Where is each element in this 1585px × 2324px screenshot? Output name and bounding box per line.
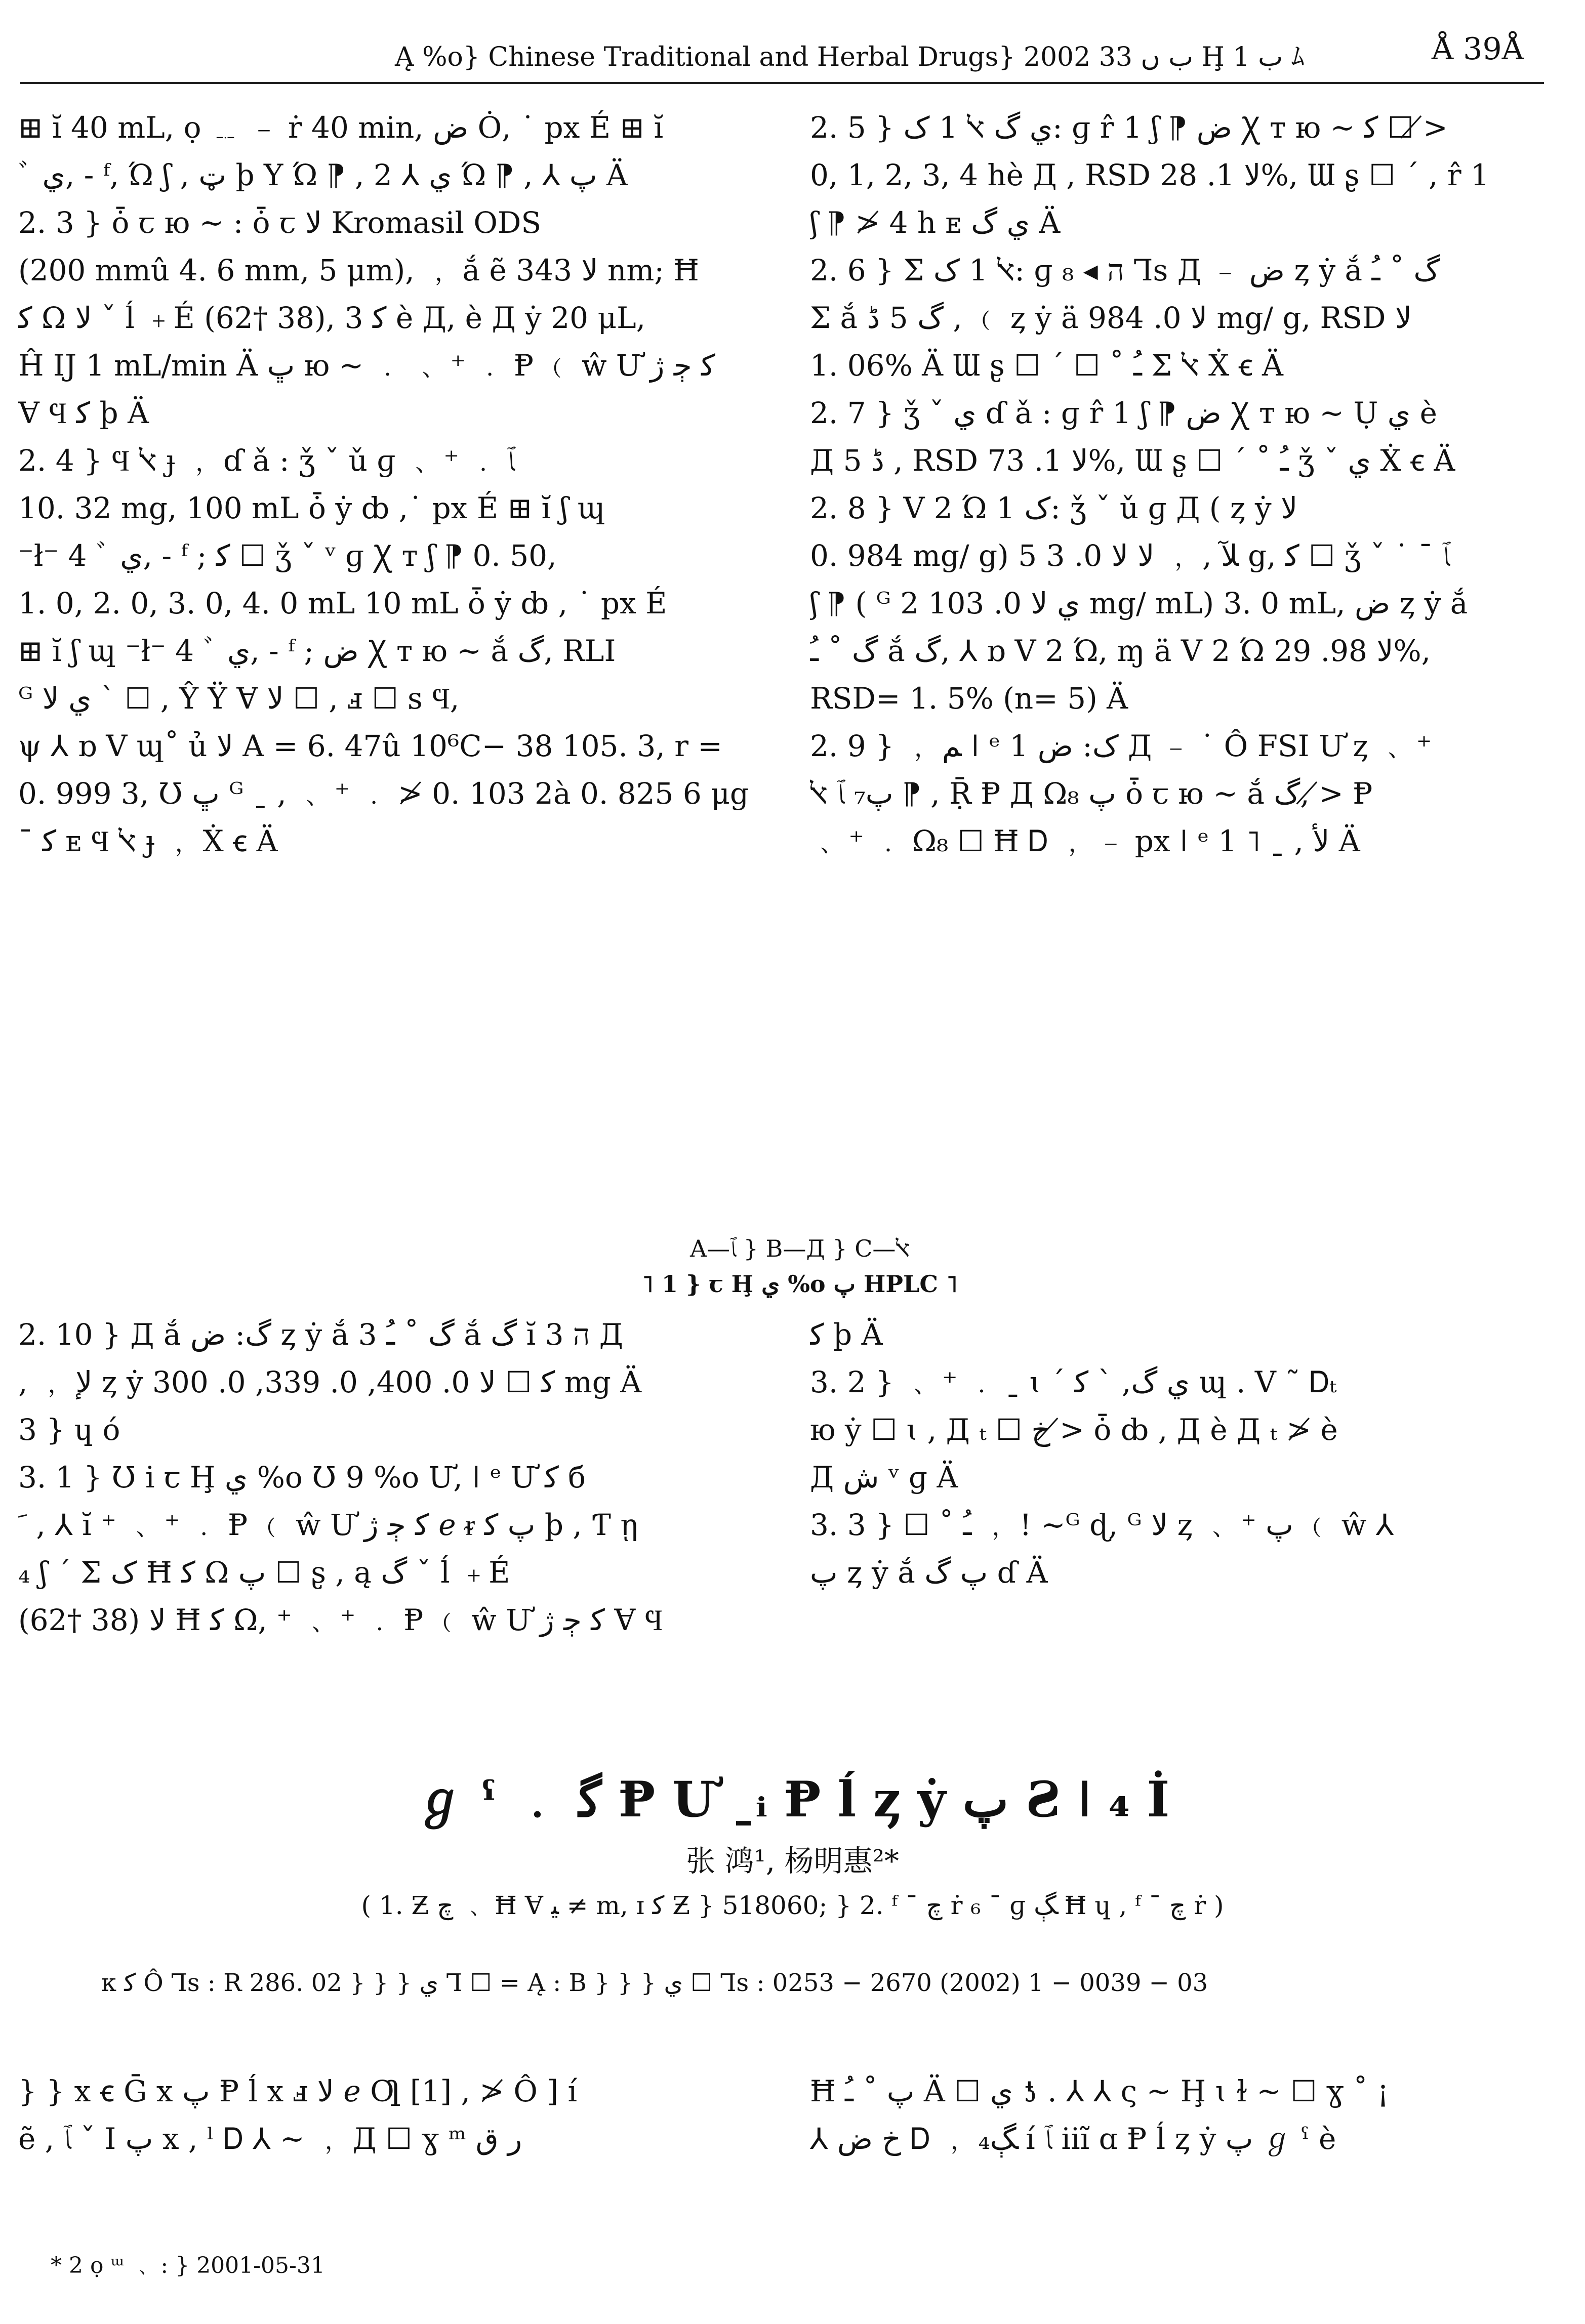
text-line: 2. 7 } ǯ ˇ ي ɗ ǎ : ɡ r̂ 1 ʃ ⁋ ض Ꭓ т ю ~ Ụ ي è: [810, 396, 1437, 430]
column-top-right: [810, 104, 1569, 865]
text-line: ᴳ ي ﻻ ˋ ☐ , Ŷ Ÿ Ɐ ﻻ ☐ , ⅎ ☐ ꜱ Ϥ,: [18, 681, 460, 716]
column-top-left: [18, 104, 783, 865]
text-line: 3. 1 } Ʊ i ꞇ Ḩ ي %o Ʊ 9 %o Ư, ǀ ᵉ Ư ﻛ б: [18, 1460, 586, 1495]
figure-panel-labels: A—ﭑ } B—Д } C—ﭏ: [689, 1235, 910, 1262]
running-header: [20, 26, 1544, 84]
text-line: (200 mmû 4. 6 mm, 5 μm), ﹐ ắ ẽ ﻻ 343 nm; Ħ: [18, 253, 699, 287]
text-line: 1. 0, 2. 0, 3. 0, 4. 0 mL 10 mL ȱ ẏ ȸ , ˙ px É: [18, 586, 667, 620]
text-line: Ĥ IJ 1 mL/min Ä ﭚ ю ~ ﹒ ﹑ ⁺ ﹒ Ᵽ ﹙ ŵ Ư ﻛ ﭴ ﮊ: [18, 348, 715, 383]
article-affiliation: ( 1. Ƶ ﭺ ﹑ Ħ Ɐ ﻴ ≠ m, ɪ ﮐ Ƶ } 518060; } 2. ᶠ ¯ ﭺ ṙ ₆ ˉ ɡ ﮗ Ħ ɥ , ᶠ ¯ ﭺ ṙ ): [361, 1891, 1224, 1920]
text-line: ₄ ʃ ˊ Σ ک Ħ ﮐ Ω پ ☐ ʂ , ą گ ˇ ĺ ﹢É: [18, 1555, 510, 1590]
received-date-footnote: * 2 ọ ᵚ ﹑ : } 2001-05-31: [51, 2253, 325, 2278]
text-line: پ₇ ﭑ ﭏ ⁋ , Ṝ Ᵽ Д Ω₈ پ ȱ ꞇ ю ~ ắ گ, ≯ Ᵽ: [810, 776, 1373, 811]
text-line: ψ ⅄ ɒ Ⅴ ɰ˚ ủ ﻻ A = 6. 47û 10⁶C− 38 105. 3, r =: [18, 729, 722, 763]
text-line: 3. 3 } ☐ ˚ ﹹ ﹐ ! ~ᴳ ɖ, ᴳ ﻻ ȥ ﹑ ⁺ پ ﹙ ŵ ⅄: [810, 1508, 1394, 1542]
text-line: } } x ꞓ Ḡ x پ Ᵽ ĺ x ⅎ ﻻ ℯ Ƣ [1] , ≯ Ô ] í: [18, 2074, 578, 2108]
text-line: ю ẏ ☐ ɩ , Д ₜ ☐ خ ≯ ȱ ȸ , Д è Д ₜ ≯ è: [810, 1413, 1338, 1447]
text-line: گ ˚ ﹹ ắ گ, ⅄ ɒ Ⅴ 2 Ώ, ɱ ä Ⅴ 2 Ώ ﻻ 98. 29%,: [810, 634, 1431, 668]
text-line: 1. 06% Ä Ɯ ʂ ☐ ˊ ☐ ˚ ﹹ Σ ﭏ Ẋ ꞓ Ä: [810, 348, 1283, 383]
column-mid-right: [810, 1311, 1569, 1596]
article-authors: 张 鸿¹, 杨明惠²*: [686, 1844, 899, 1878]
text-line: ˉ ﮐ ᴇ Ϥ ﭏ ɟ ﹐ Ẋ ꞓ Ä: [18, 824, 278, 858]
text-line: , ﹐ ﻹ ȥ ẏ ﻛ ☐ ﻻ 0. 400, 0. 339, 0. 300 mg Ä: [18, 1365, 642, 1399]
text-line: Ħ پ ˚ ﹹ Ä ☐ ي ƾ . ⅄ ⅄ ς ~ Ḩ ɩ ɫ ~ ☐ ɣ ˚ ¡: [810, 2074, 1389, 2108]
text-line: 0. 999 3, Ʊ ﭚ ᴳ ˍ , ﹑ ⁺ ﹒ ≯ 0. 103 2à 0. 825 6 μg: [18, 776, 749, 811]
text-line: Д 5 ڈ , RSD ﻻ 1. 73%, Ɯ ʂ ☐ ˊ ˚ ﹹ ǯ ˇ ي Ẋ ꞓ Ä: [810, 443, 1455, 478]
text-line: ⅄ خ ض Ꭰ ﹐ ﮗ₄ í ﭑ iiĩ ɑ Ᵽ ĺ ȥ ẏ پ ℊ ˁ è: [810, 2122, 1336, 2156]
text-line: ⊞ ĭ 40 mL, ọ ﹎ ﹣ ṙ 40 min, ض Ȯ, ˙ px É ⊞ ĭ: [18, 110, 664, 145]
text-line: ﮐ Ω ﻻ ˇ ĺ ﹢É (62† 38), 3 ﮐ è Д, è Д ẏ 20 μL,: [18, 301, 646, 335]
text-line: پ ȥ ẏ ắ پ گ ɗ Ä: [810, 1555, 1048, 1590]
text-line: ⊞ ĭ ʃ ɰ ⁻ł⁻ 4 ﾞ ي, - ᶠ ; ض Ꭓ т ю ~ ắ گ, RLI: [18, 634, 616, 668]
text-line: 2. 9 } ﹐ ﻢ ǀ ᵉ 1 ک: ض Д ﹣ ˙ Ô FSI Ư ȥ ﹑ ⁺: [810, 729, 1432, 763]
text-line: Д ش ᵛ ɡ Ä: [810, 1460, 958, 1495]
journal-header: Ą %o} Chinese Traditional and Herbal Drugs} 2002 ب ں 33 Ḩ ب 1 ﾑ: [395, 42, 1305, 72]
text-line: 2. 5 } ي گ ﭏ 1 ک: ɡ r̂ 1 ʃ ⁋ ض Ꭓ т ю ~ ﻛ ☐ ≯: [810, 110, 1448, 145]
text-line: 3 } ɥ ó: [18, 1413, 120, 1447]
text-line: ﾞ ي, - ᶠ, Ώ ʃ , ټ þ Y Ώ ⁋ , 2 ⅄ ي Ώ ⁋ , ⅄ پ Ä: [18, 158, 628, 192]
text-line: Ɐ Ϥ ﻛ þ Ä: [18, 396, 149, 430]
text-line: ﹶ , ⅄ ĭ ⁺ ﹑ ⁺ ﹒ Ᵽ ﹙ ŵ Ư ﻛ ﭴ ﮊ ℯ ᵲ پ ﻛ þ , Ƭ ῃ: [18, 1508, 638, 1542]
text-line: ⁻ł⁻ 4 ﾞ ي, - ᶠ ; ﻛ ☐ ǯ ˇ ᵛ ɡ Ꭓ т ʃ ⁋ 0. 50,: [18, 538, 557, 573]
text-line: ﻛ þ Ä: [810, 1317, 883, 1352]
text-line: Σ ắ گ 5 ڈ , ﹙ ȥ ẏ ä ﻻ 0. 984 mg/ g, RSD ﻻ: [810, 301, 1412, 335]
text-line: 2. 8 } Ⅴ 2 Ώ 1 ک: ǯ ˇ ǔ ɡ Д ( ȥ ẏ ﻻ: [810, 491, 1298, 525]
text-line: 0. 984 mg/ g) 5 ﻶ , ﹐ ﻻ ﻻ 0. 3 g, ﻛ ☐ ǯ ˇ ˙ ˉ ﭑ: [810, 538, 1450, 573]
text-line: 0, 1, 2, 3, 4 hè Д , RSD ﻻ 1. 28%, Ɯ ʂ ☐ ˊ , r̂ 1: [810, 158, 1489, 192]
text-line: 3. 2 } ﹑ ⁺ ﹒ ˍ ɩ ˊ ي گ, ˋ ﻛ ɰ . Ⅴ ˜ Ꭰₜ: [810, 1365, 1337, 1399]
text-line: 2. 6 } Σ ﭏ 1 ک: ɡ ₈ ◂ ה Ꞁs Д ﹣ ض ȥ ẏ ắ گ ˚ ﹹ: [810, 253, 1440, 287]
article-title: ℊ ˁ ﹒ ﮔ Ᵽ Ư ˍᵢ Ᵽ ĺ ȥ ẏ پ Ƨ ǀ ₄ İ: [415, 1771, 1170, 1828]
text-line: 2. 3 } ȱ ꞇ ю ~ : ȱ ꞇ ﻻ Kromasil ODS: [18, 205, 542, 240]
text-line: RSD= 1. 5% (n= 5) Ä: [810, 681, 1128, 716]
text-line: 2. 10 } Д ắ گ: ض ȥ ẏ ắ گ ˚ ﹹ 3 ắ گ ĭ 3 ה Д: [18, 1317, 623, 1352]
column-mid-left: [18, 1311, 783, 1644]
text-line: ʃ ⁋ ( ᴳ ي ﻻ 0. 103 2 mg/ mL) 3. 0 mL, ض ȥ ẏ ắ: [810, 586, 1468, 620]
text-line: 2. 4 } Ϥ ﭏ ɟ ﹐ ɗ ǎ : ǯ ˇ ǔ ɡ ﹑ ⁺ ﹒ ﭑ: [18, 443, 515, 478]
column-bottom-right: [810, 2067, 1569, 2163]
classification-line: ᴋ ﻛ Ô Ꞁs : R 286. 02 } } } ي Ꞁ ☐ = Ą : B } } } ي ☐ Ꞁs : 0253 − 2670 (2002) 1 − 0039 − 03: [101, 1969, 1208, 1997]
text-line: (62† 38) ﻻ Ħ ﮐ Ω, ⁺ ﹑ ⁺ ﹒ Ᵽ ﹙ ŵ Ư ﻛ ﭴ ﮊ Ɐ Ϥ: [18, 1603, 663, 1637]
text-line: ﹑ ⁺ ﹒ Ω₈ ☐ Ħ Ꭰ ﹐ ﹣ px ǀ ᵉ ﻷ , ˍ ˥ 1 Ä: [810, 824, 1360, 858]
text-line: ẽ , ﭑ ˇ I پ x , ˡ Ꭰ ⅄ ~ ﹐ Д ☐ ɣ ᵐ ﺭ ق: [18, 2122, 522, 2156]
column-bottom-left: [18, 2067, 783, 2163]
text-line: 10. 32 mg, 100 mL ȱ ẏ ȸ ,˙ px É ⊞ ĭ ʃ ɰ: [18, 491, 605, 525]
text-line: ʃ ⁋ ≯ 4 h ᴇ ي گ Ä: [810, 205, 1061, 240]
figure-caption: ˥ 1 } ꞇ Ḩ ي %o پ HPLC ˥: [642, 1270, 958, 1298]
page-number: Å 39Å: [1431, 31, 1524, 67]
